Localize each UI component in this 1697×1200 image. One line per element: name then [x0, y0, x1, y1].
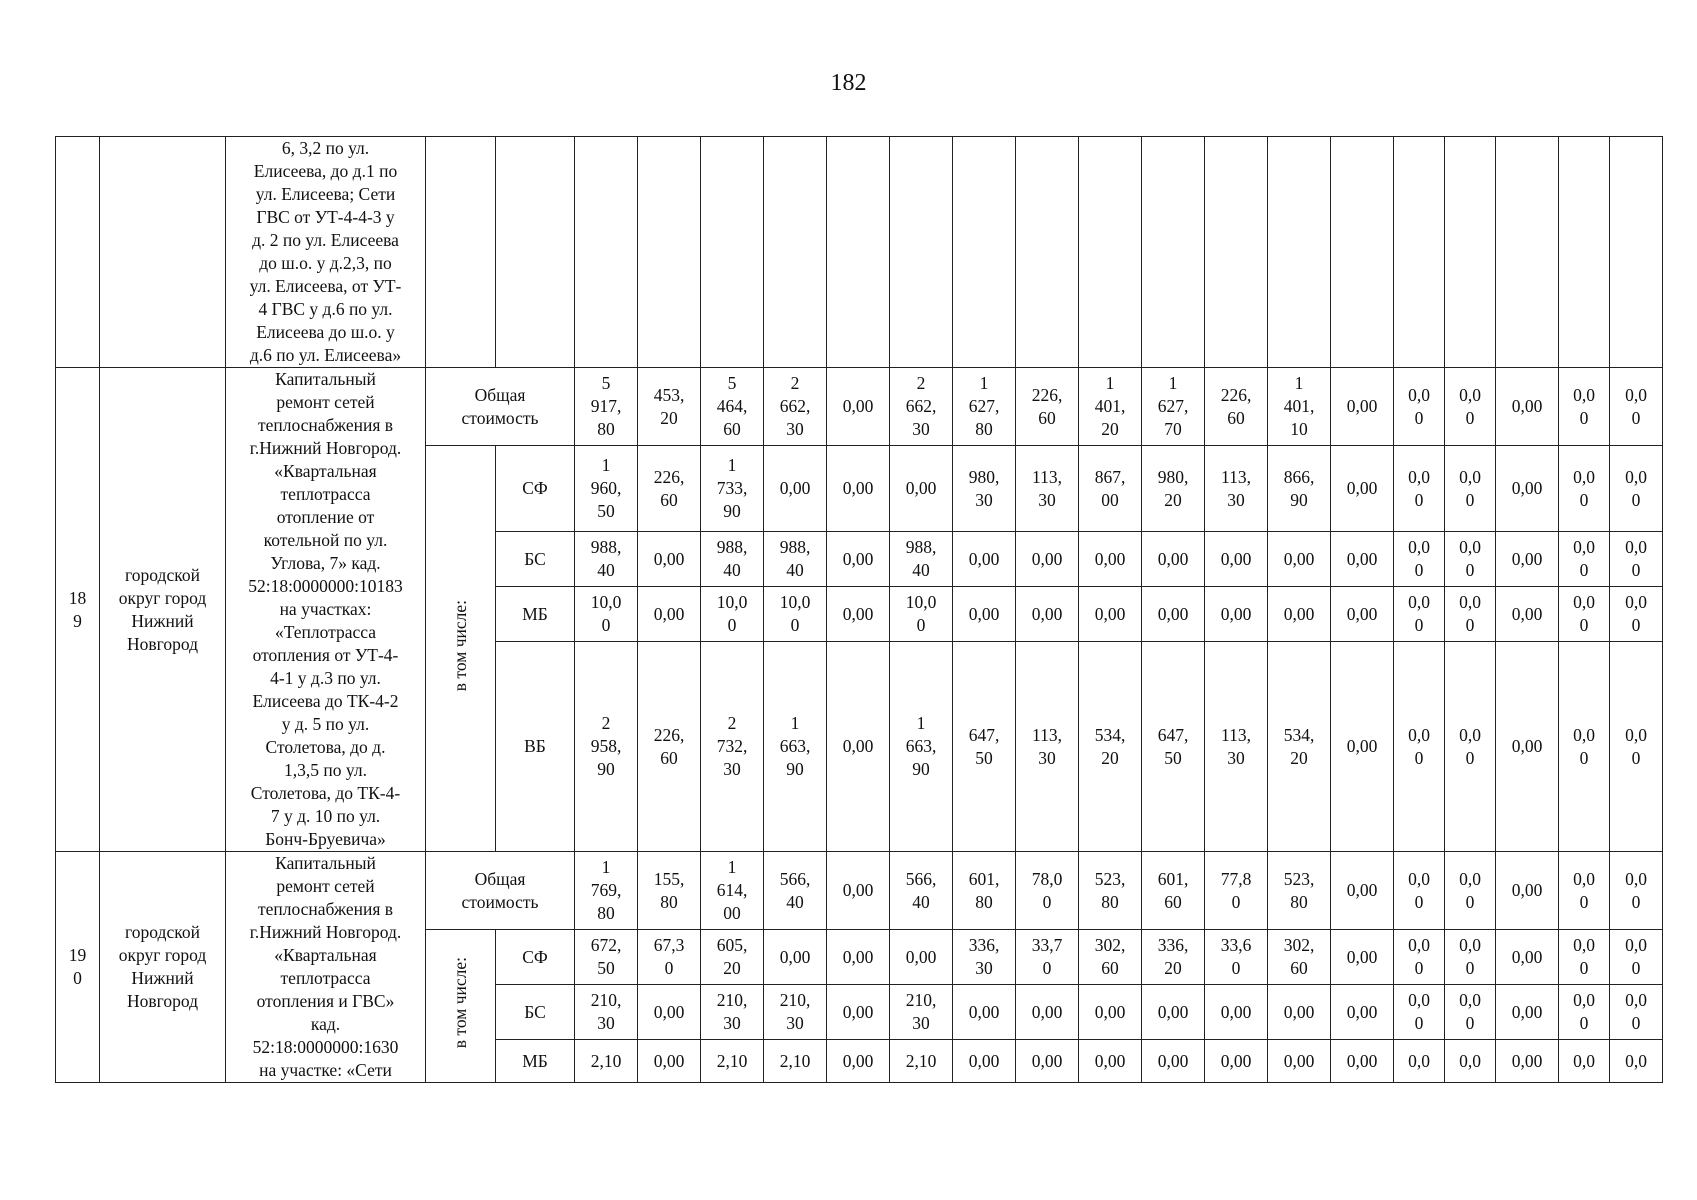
value-cell: 0,00	[1142, 587, 1205, 642]
value-cell: 0,00	[1496, 446, 1559, 532]
including-label-cell	[426, 446, 496, 852]
value-cell	[1394, 137, 1445, 368]
value-cell: 0,00	[1496, 1040, 1559, 1083]
total-value-cell: 5 917, 80	[575, 368, 638, 446]
value-cell: 113, 30	[1016, 642, 1079, 852]
value-cell: 0,00	[764, 930, 827, 985]
fund-source-label: СФ	[496, 930, 575, 985]
value-cell	[638, 137, 701, 368]
value-cell: 1 663, 90	[764, 642, 827, 852]
value-cell: 0,00	[638, 985, 701, 1040]
total-value-cell: 0,0 0	[1610, 852, 1663, 930]
value-cell: 0,00	[890, 446, 953, 532]
fund-source-label: БС	[496, 532, 575, 587]
including-label: в том числе:	[450, 957, 470, 1049]
total-value-cell: 0,00	[1331, 852, 1394, 930]
total-cost-label: Общая стоимость	[426, 368, 575, 446]
value-cell: 0,00	[638, 1040, 701, 1083]
value-cell: 672, 50	[575, 930, 638, 985]
project-description-cell: Капитальный ремонт сетей теплоснабжения в г.Нижний Новгород. «Квартальная теплотрасса отопления и ГВС» кад. 52:18:0000000:1630 на участке: «Сети	[226, 852, 426, 1083]
value-cell: 0,0	[1559, 1040, 1610, 1083]
value-cell: 0,00	[953, 532, 1016, 587]
value-cell	[1268, 137, 1331, 368]
total-value-cell: 0,0 0	[1559, 368, 1610, 446]
value-cell: 0,0 0	[1394, 446, 1445, 532]
municipality-cell: городской округ город Нижний Новгород	[100, 368, 226, 852]
value-cell: 647, 50	[1142, 642, 1205, 852]
value-cell	[1016, 137, 1079, 368]
value-cell: 0,00	[764, 446, 827, 532]
value-cell: 0,0 0	[1445, 930, 1496, 985]
value-cell: 0,00	[1331, 985, 1394, 1040]
total-value-cell: 523, 80	[1268, 852, 1331, 930]
value-cell: 0,0 0	[1445, 985, 1496, 1040]
value-cell: 336, 30	[953, 930, 1016, 985]
value-cell	[890, 137, 953, 368]
value-cell: 0,0 0	[1394, 642, 1445, 852]
value-cell: 988, 40	[575, 532, 638, 587]
value-cell	[1142, 137, 1205, 368]
row-number-cell: 19 0	[56, 852, 100, 1083]
total-value-cell: 1 769, 80	[575, 852, 638, 930]
value-cell: 0,0 0	[1610, 532, 1663, 587]
value-cell: 0,0	[1394, 1040, 1445, 1083]
value-cell: 0,00	[1496, 985, 1559, 1040]
total-value-cell: 566, 40	[764, 852, 827, 930]
value-cell: 0,00	[953, 985, 1016, 1040]
value-cell: 980, 30	[953, 446, 1016, 532]
total-value-cell: 0,0 0	[1394, 852, 1445, 930]
municipality-cell: городской округ город Нижний Новгород	[100, 852, 226, 1083]
total-value-cell: 1 614, 00	[701, 852, 764, 930]
total-value-cell: 1 627, 70	[1142, 368, 1205, 446]
value-cell: 0,00	[1331, 1040, 1394, 1083]
value-cell: 0,00	[1496, 642, 1559, 852]
value-cell: 2,10	[575, 1040, 638, 1083]
value-cell: 0,00	[1205, 532, 1268, 587]
municipality-cell	[100, 137, 226, 368]
fund-source-label: ВБ	[496, 642, 575, 852]
value-cell	[1610, 137, 1663, 368]
value-cell: 0,00	[1268, 985, 1331, 1040]
fund-source-label: МБ	[496, 587, 575, 642]
value-cell	[1331, 137, 1394, 368]
total-value-cell: 78,0 0	[1016, 852, 1079, 930]
total-value-cell: 0,0 0	[1394, 368, 1445, 446]
value-cell: 0,0 0	[1445, 446, 1496, 532]
total-value-cell: 523, 80	[1079, 852, 1142, 930]
value-cell: 0,00	[1331, 642, 1394, 852]
value-cell: 534, 20	[1268, 642, 1331, 852]
value-cell: 0,00	[827, 930, 890, 985]
total-value-cell: 2 662, 30	[764, 368, 827, 446]
value-cell: 0,00	[827, 532, 890, 587]
value-cell: 0,0 0	[1610, 446, 1663, 532]
value-cell	[1559, 137, 1610, 368]
total-value-cell: 0,00	[1496, 852, 1559, 930]
project-description-cell: 6, 3,2 по ул. Елисеева, до д.1 по ул. Елисеева; Сети ГВС от УТ-4-4-3 у д. 2 по ул. Елисеева до ш.о. у д.2,3, по ул. Елисеева, от УТ- 4 ГВС у д.6 по ул. Елисеева до ш.о. у д.6 по ул. Елисеева»	[226, 137, 426, 368]
value-cell: 210, 30	[890, 985, 953, 1040]
value-cell: 10,0 0	[701, 587, 764, 642]
value-cell: 0,00	[1016, 1040, 1079, 1083]
value-cell: 988, 40	[701, 532, 764, 587]
total-value-cell: 1 401, 10	[1268, 368, 1331, 446]
value-cell: 0,0 0	[1559, 446, 1610, 532]
total-value-cell: 2 662, 30	[890, 368, 953, 446]
value-cell: 0,00	[1079, 587, 1142, 642]
value-cell: 0,00	[1331, 587, 1394, 642]
value-cell: 0,00	[1268, 1040, 1331, 1083]
value-cell: 33,7 0	[1016, 930, 1079, 985]
value-cell	[701, 137, 764, 368]
total-value-cell: 0,0 0	[1445, 852, 1496, 930]
table-row	[56, 852, 1663, 930]
value-cell: 0,0 0	[1610, 930, 1663, 985]
value-cell: 113, 30	[1016, 446, 1079, 532]
total-value-cell: 0,00	[827, 368, 890, 446]
value-cell: 0,0 0	[1610, 587, 1663, 642]
total-value-cell: 77,8 0	[1205, 852, 1268, 930]
value-cell	[1445, 137, 1496, 368]
value-cell: 0,00	[1016, 985, 1079, 1040]
value-cell: 0,00	[953, 1040, 1016, 1083]
total-value-cell: 0,00	[1331, 368, 1394, 446]
value-cell: 0,00	[1142, 985, 1205, 1040]
value-cell: 10,0 0	[575, 587, 638, 642]
financing-table	[55, 136, 1663, 1083]
value-cell: 867, 00	[1079, 446, 1142, 532]
value-cell: 302, 60	[1268, 930, 1331, 985]
value-cell: 113, 30	[1205, 642, 1268, 852]
value-cell: 988, 40	[890, 532, 953, 587]
page-number: 182	[830, 70, 867, 96]
row-number-cell: 18 9	[56, 368, 100, 852]
value-cell: 988, 40	[764, 532, 827, 587]
value-cell: 226, 60	[638, 642, 701, 852]
total-value-cell: 226, 60	[1205, 368, 1268, 446]
value-cell	[1205, 137, 1268, 368]
value-cell: 980, 20	[1142, 446, 1205, 532]
total-value-cell: 155, 80	[638, 852, 701, 930]
including-label: в том числе:	[450, 599, 470, 692]
total-value-cell: 1 627, 80	[953, 368, 1016, 446]
value-cell: 0,00	[1331, 446, 1394, 532]
value-cell: 605, 20	[701, 930, 764, 985]
value-cell	[575, 137, 638, 368]
value-cell: 33,6 0	[1205, 930, 1268, 985]
total-value-cell: 0,0 0	[1610, 368, 1663, 446]
value-cell: 0,00	[953, 587, 1016, 642]
fund-source-cell	[496, 137, 575, 368]
value-cell	[1079, 137, 1142, 368]
total-cost-label: Общая стоимость	[426, 852, 575, 930]
total-value-cell: 0,00	[827, 852, 890, 930]
total-value-cell: 601, 60	[1142, 852, 1205, 930]
value-cell	[827, 137, 890, 368]
fund-source-label: МБ	[496, 1040, 575, 1083]
value-cell: 0,00	[827, 587, 890, 642]
value-cell: 113, 30	[1205, 446, 1268, 532]
value-cell: 2,10	[701, 1040, 764, 1083]
value-cell: 0,0 0	[1610, 985, 1663, 1040]
value-cell: 0,0 0	[1559, 532, 1610, 587]
value-cell: 0,00	[1496, 532, 1559, 587]
value-cell: 2,10	[890, 1040, 953, 1083]
value-cell: 10,0 0	[890, 587, 953, 642]
total-value-cell: 0,0 0	[1445, 368, 1496, 446]
value-cell: 0,0	[1610, 1040, 1663, 1083]
value-cell: 0,00	[827, 1040, 890, 1083]
total-value-cell: 226, 60	[1016, 368, 1079, 446]
value-cell: 0,0 0	[1559, 587, 1610, 642]
value-cell: 0,00	[1079, 1040, 1142, 1083]
value-cell: 0,0 0	[1559, 642, 1610, 852]
cost-label-cell	[426, 137, 496, 368]
value-cell: 0,00	[638, 587, 701, 642]
value-cell: 226, 60	[638, 446, 701, 532]
project-description-cell: Капитальный ремонт сетей теплоснабжения в г.Нижний Новгород. «Квартальная теплотрасса отопление от котельной по ул. Углова, 7» кад. 52:18:0000000:10183 на участках: «Теплотрасса отопления от УТ-4- 4-1 у д.3 по ул. Елисеева до ТК-4-2 у д. 5 по ул. Столетова, до д. 1,3,5 по ул. Столетова, до ТК-4- 7 у д. 10 по ул. Бонч-Бруевича»	[226, 368, 426, 852]
including-label-cell	[426, 930, 496, 1083]
value-cell: 0,00	[1205, 1040, 1268, 1083]
value-cell: 210, 30	[764, 985, 827, 1040]
value-cell: 647, 50	[953, 642, 1016, 852]
value-cell: 0,0 0	[1559, 985, 1610, 1040]
value-cell: 0,00	[1331, 930, 1394, 985]
value-cell: 0,00	[827, 642, 890, 852]
value-cell: 0,00	[1142, 532, 1205, 587]
value-cell: 0,0 0	[1445, 642, 1496, 852]
value-cell: 336, 20	[1142, 930, 1205, 985]
value-cell: 210, 30	[575, 985, 638, 1040]
value-cell: 0,0 0	[1610, 642, 1663, 852]
value-cell: 1 663, 90	[890, 642, 953, 852]
value-cell: 1 960, 50	[575, 446, 638, 532]
value-cell: 0,00	[1331, 532, 1394, 587]
row-number-cell	[56, 137, 100, 368]
value-cell	[953, 137, 1016, 368]
value-cell: 2,10	[764, 1040, 827, 1083]
value-cell: 2 732, 30	[701, 642, 764, 852]
value-cell: 10,0 0	[764, 587, 827, 642]
value-cell: 0,00	[827, 446, 890, 532]
value-cell: 302, 60	[1079, 930, 1142, 985]
value-cell: 0,00	[1205, 587, 1268, 642]
value-cell: 0,0 0	[1445, 532, 1496, 587]
value-cell: 0,00	[890, 930, 953, 985]
value-cell: 0,00	[827, 985, 890, 1040]
value-cell: 0,00	[1142, 1040, 1205, 1083]
value-cell: 0,0 0	[1394, 985, 1445, 1040]
value-cell: 534, 20	[1079, 642, 1142, 852]
value-cell: 0,00	[1268, 587, 1331, 642]
table-row	[56, 368, 1663, 446]
total-value-cell: 0,0 0	[1559, 852, 1610, 930]
value-cell: 0,0 0	[1394, 587, 1445, 642]
value-cell: 866, 90	[1268, 446, 1331, 532]
value-cell: 0,00	[1268, 532, 1331, 587]
value-cell: 2 958, 90	[575, 642, 638, 852]
value-cell: 67,3 0	[638, 930, 701, 985]
total-value-cell: 601, 80	[953, 852, 1016, 930]
value-cell: 0,0 0	[1394, 930, 1445, 985]
value-cell: 0,00	[1205, 985, 1268, 1040]
value-cell: 0,00	[1016, 587, 1079, 642]
value-cell: 1 733, 90	[701, 446, 764, 532]
total-value-cell: 0,00	[1496, 368, 1559, 446]
value-cell: 0,0 0	[1445, 587, 1496, 642]
table-row	[56, 137, 1663, 368]
value-cell: 210, 30	[701, 985, 764, 1040]
value-cell: 0,0 0	[1559, 930, 1610, 985]
fund-source-label: СФ	[496, 446, 575, 532]
value-cell: 0,00	[1496, 930, 1559, 985]
value-cell: 0,00	[1079, 532, 1142, 587]
value-cell: 0,00	[638, 532, 701, 587]
value-cell	[764, 137, 827, 368]
total-value-cell: 566, 40	[890, 852, 953, 930]
value-cell: 0,0	[1445, 1040, 1496, 1083]
total-value-cell: 5 464, 60	[701, 368, 764, 446]
value-cell: 0,00	[1496, 587, 1559, 642]
total-value-cell: 1 401, 20	[1079, 368, 1142, 446]
fund-source-label: БС	[496, 985, 575, 1040]
value-cell: 0,00	[1079, 985, 1142, 1040]
total-value-cell: 453, 20	[638, 368, 701, 446]
value-cell: 0,0 0	[1394, 532, 1445, 587]
value-cell	[1496, 137, 1559, 368]
value-cell: 0,00	[1016, 532, 1079, 587]
